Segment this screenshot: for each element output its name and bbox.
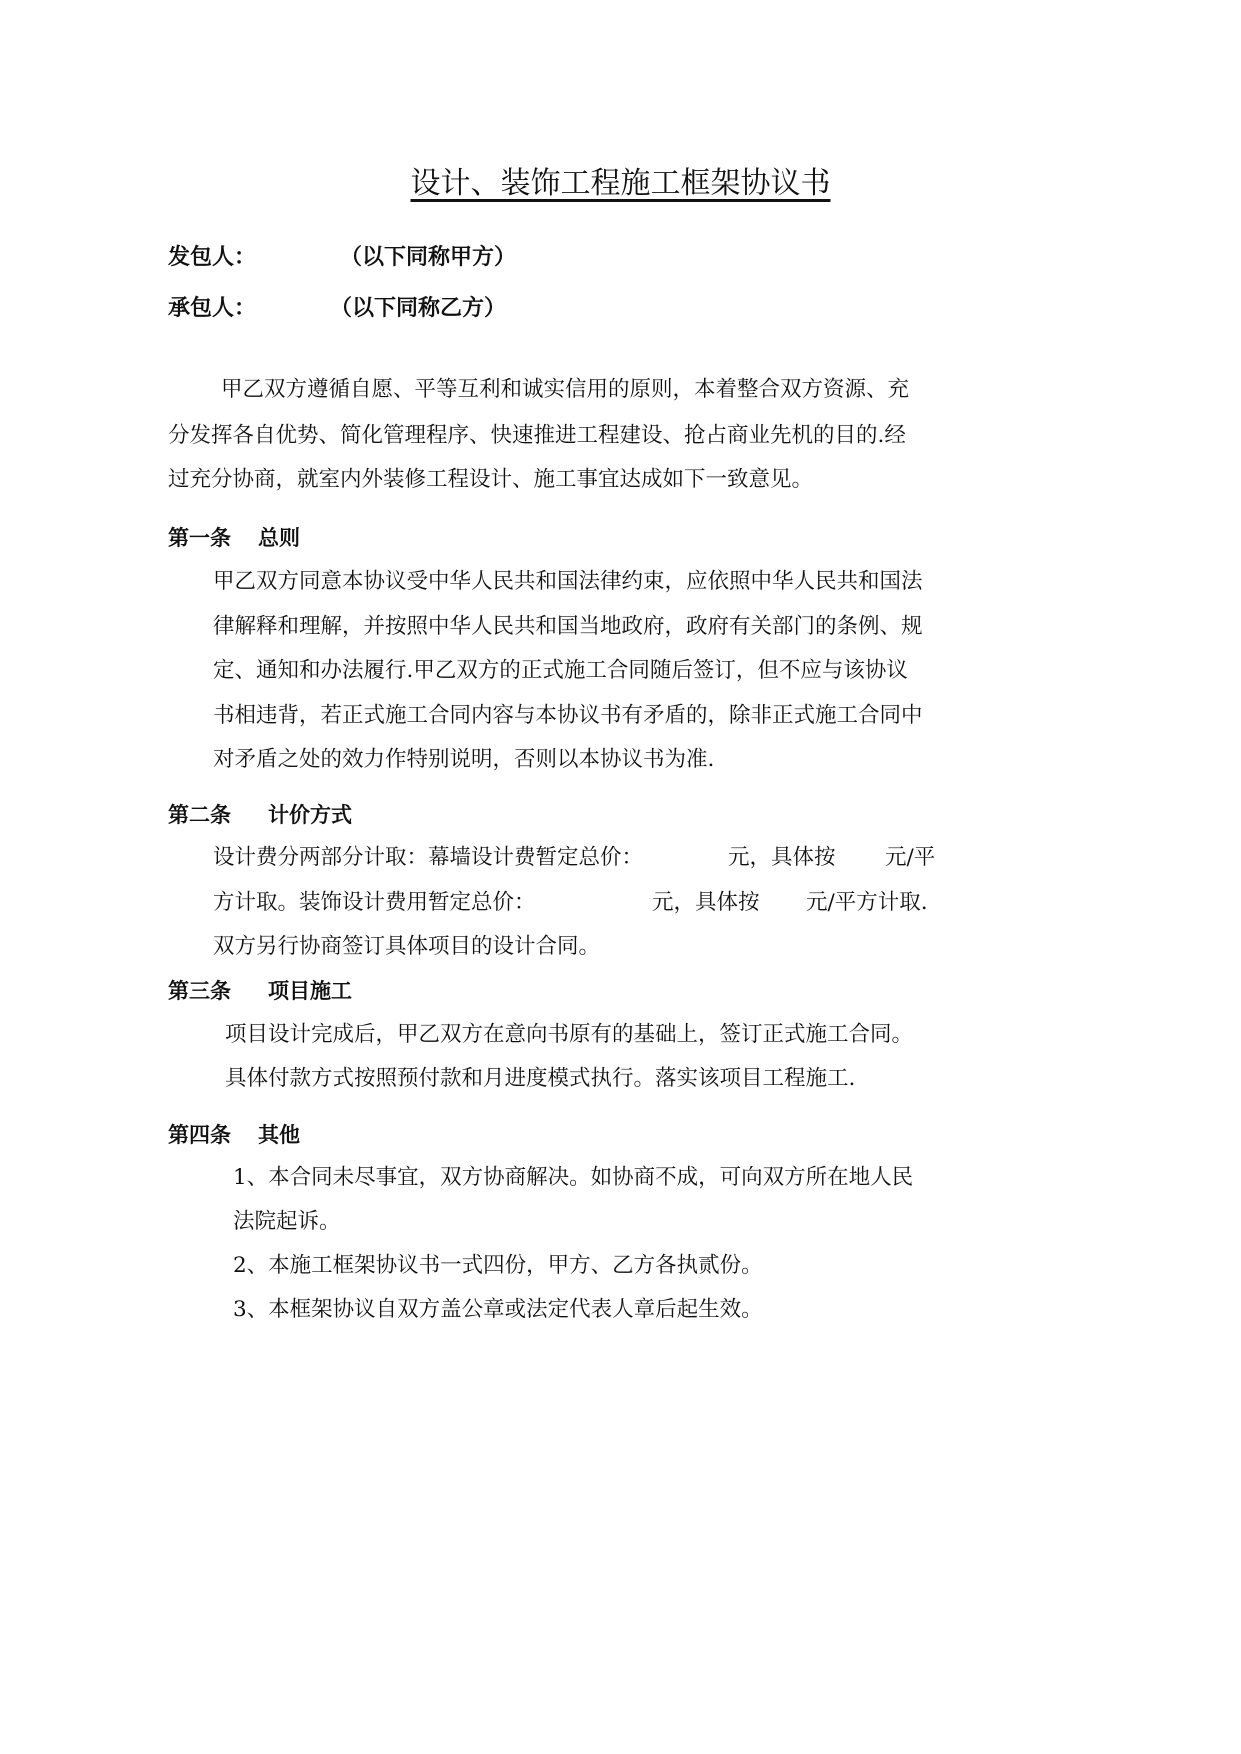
article-3-number: 第三条 bbox=[168, 979, 231, 1003]
article-4-item-3: 3、本框架协议自双方盖公章或法定代表人章后起生效。 bbox=[233, 1297, 763, 1322]
article-1-number: 第一条 bbox=[168, 526, 231, 550]
article-4-item-2: 2、本施工框架协议书一式四份，甲方、乙方各执贰份。 bbox=[233, 1253, 763, 1278]
design-fee-decoration-text: 方计取。装饰设计费用暂定总价： bbox=[213, 890, 536, 915]
design-fee-curtain-wall-rate: 元/平 bbox=[885, 845, 936, 870]
article-4-item-1-cont: 法院起诉。 bbox=[233, 1209, 341, 1234]
contractor-label: 承包人： bbox=[168, 296, 257, 321]
design-fee-curtain-wall-text: 设计费分两部分计取：幕墙设计费暂定总价： bbox=[213, 845, 644, 870]
preamble-line: 分发挥各自优势、简化管理程序、快速推进工程建设、抢占商业先机的目的.经 bbox=[168, 423, 906, 448]
article-2-number: 第二条 bbox=[168, 803, 231, 827]
issuer-alias: （以下同称甲方） bbox=[340, 245, 517, 270]
issuer-label: 发包人： bbox=[168, 245, 257, 270]
article-1-line: 律解释和理解，并按照中华人民共和国当地政府，政府有关部门的条例、规 bbox=[213, 614, 923, 639]
article-4-number: 第四条 bbox=[168, 1123, 231, 1147]
article-1-name: 总则 bbox=[258, 526, 300, 550]
article-1-line: 对矛盾之处的效力作特别说明，否则以本协议书为准. bbox=[213, 747, 715, 772]
article-3-line: 项目设计完成后，甲乙双方在意向书原有的基础上，签订正式施工合同。 bbox=[225, 1022, 914, 1047]
design-fee-decoration-unit: 元，具体按 bbox=[652, 890, 760, 915]
design-fee-decoration-rate: 元/平方计取. bbox=[806, 890, 928, 915]
article-1-line: 甲乙双方同意本协议受中华人民共和国法律约束，应依照中华人民共和国法 bbox=[213, 569, 923, 594]
article-2-name: 计价方式 bbox=[268, 803, 352, 827]
document-title: 设计、装饰工程施工框架协议书 bbox=[410, 166, 831, 201]
article-3-name: 项目施工 bbox=[268, 979, 352, 1003]
article-1-line: 书相违背，若正式施工合同内容与本协议书有矛盾的，除非正式施工合同中 bbox=[213, 703, 923, 728]
article-2-line: 双方另行协商签订具体项目的设计合同。 bbox=[213, 934, 601, 959]
article-4-name: 其他 bbox=[258, 1123, 300, 1147]
article-3-line: 具体付款方式按照预付款和月进度模式执行。落实该项目工程施工. bbox=[225, 1066, 856, 1091]
article-4-item-1: 1、本合同未尽事宜，双方协商解决。如协商不成，可向双方所在地人民 bbox=[233, 1165, 914, 1190]
preamble-line: 过充分协商，就室内外装修工程设计、施工事宜达成如下一致意见。 bbox=[168, 467, 814, 492]
contractor-alias: （以下同称乙方） bbox=[330, 296, 507, 321]
design-fee-curtain-wall-unit: 元，具体按 bbox=[728, 845, 836, 870]
preamble-line: 甲乙双方遵循自愿、平等互利和诚实信用的原则，本着整合双方资源、充 bbox=[221, 377, 910, 402]
article-1-line: 定、通知和办法履行.甲乙双方的正式施工合同随后签订，但不应与该协议 bbox=[213, 658, 908, 683]
